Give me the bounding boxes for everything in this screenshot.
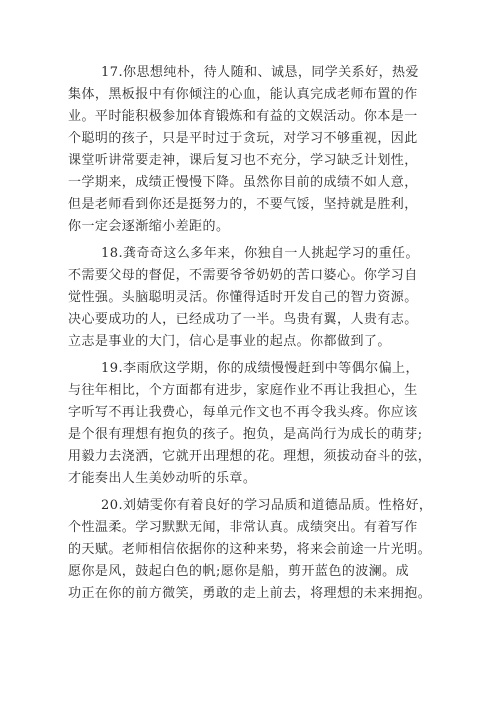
paragraph-line: 业。平时能积极参加体育锻炼和有益的文娱活动。你本是一 (68, 109, 418, 124)
paragraph-comment-19 (68, 358, 434, 490)
paragraph-line: 是个很有理想有抱负的孩子。抱负，是高尚行为成长的萌芽; (68, 427, 423, 442)
paragraph-line: 决心要成功的人，已经成功了一半。鸟贵有翼，人贵有志。 (68, 312, 418, 327)
paragraph-line: 但是老师看到你还是挺努力的，不要气馁，坚持就是胜利， (68, 197, 418, 212)
paragraph-line: 个聪明的孩子，只是平时过于贪玩，对学习不够重视，因此 (68, 131, 418, 146)
paragraph-comment-17 (68, 62, 434, 238)
paragraph-line: 20.刘婧雯你有着良好的学习品质和道德品质。性格好， (101, 498, 433, 513)
paragraph-line: 的天赋。老师相信依据你的这种来势，将来会前途一片光明。 (68, 542, 432, 557)
paragraph-line: 你一定会逐渐缩小差距的。 (68, 219, 230, 234)
paragraph-line: 功正在你的前方微笑，勇敢的走上前去，将理想的未来拥抱。 (68, 586, 432, 601)
paragraph-comment-20 (68, 495, 434, 605)
paragraph-comment-18 (68, 243, 434, 353)
paragraph-line: 集体，黑板报中有你倾注的心血，能认真完成老师布置的作 (68, 87, 418, 102)
paragraph-line: 立志是事业的大门，信心是事业的起点。你都做到了。 (68, 334, 391, 349)
paragraph-line: 一学期来，成绩正慢慢下降。虽然你目前的成绩不如人意， (68, 175, 418, 190)
paragraph-line: 19.李雨欣这学期，你的成绩慢慢赶到中等偶尔偏上， (101, 361, 419, 376)
paragraph-line: 17.你思想纯朴，待人随和、诚恳，同学关系好，热爱 (101, 65, 419, 80)
paragraph-line: 愿你是风，鼓起白色的帆;愿你是船，剪开蓝色的波澜。成 (68, 564, 410, 579)
paragraph-line: 用毅力去浇洒，它就开出理想的花。理想，须拔动奋斗的弦， (68, 449, 432, 464)
paragraph-line: 觉性强。头脑聪明灵活。你懂得适时开发自己的智力资源。 (68, 290, 418, 305)
paragraph-line: 课堂听讲常要走神，课后复习也不充分，学习缺乏计划性， (68, 153, 418, 168)
paragraph-line: 18.龚奇奇这么多年来，你独自一人挑起学习的重任。 (101, 246, 419, 261)
paragraph-line: 与往年相比，个方面都有进步，家庭作业不再让我担心，生 (68, 383, 418, 398)
paragraph-line: 才能奏出人生美妙动听的乐章。 (68, 471, 257, 486)
paragraph-line: 字听写不再让我费心，每单元作文也不再令我头疼。你应该 (68, 405, 418, 420)
document-body (68, 62, 434, 605)
paragraph-line: 个性温柔。学习默默无闻，非常认真。成绩突出。有着写作 (68, 520, 418, 535)
paragraph-line: 不需要父母的督促，不需要爷爷奶奶的苦口婆心。你学习自 (68, 268, 418, 283)
